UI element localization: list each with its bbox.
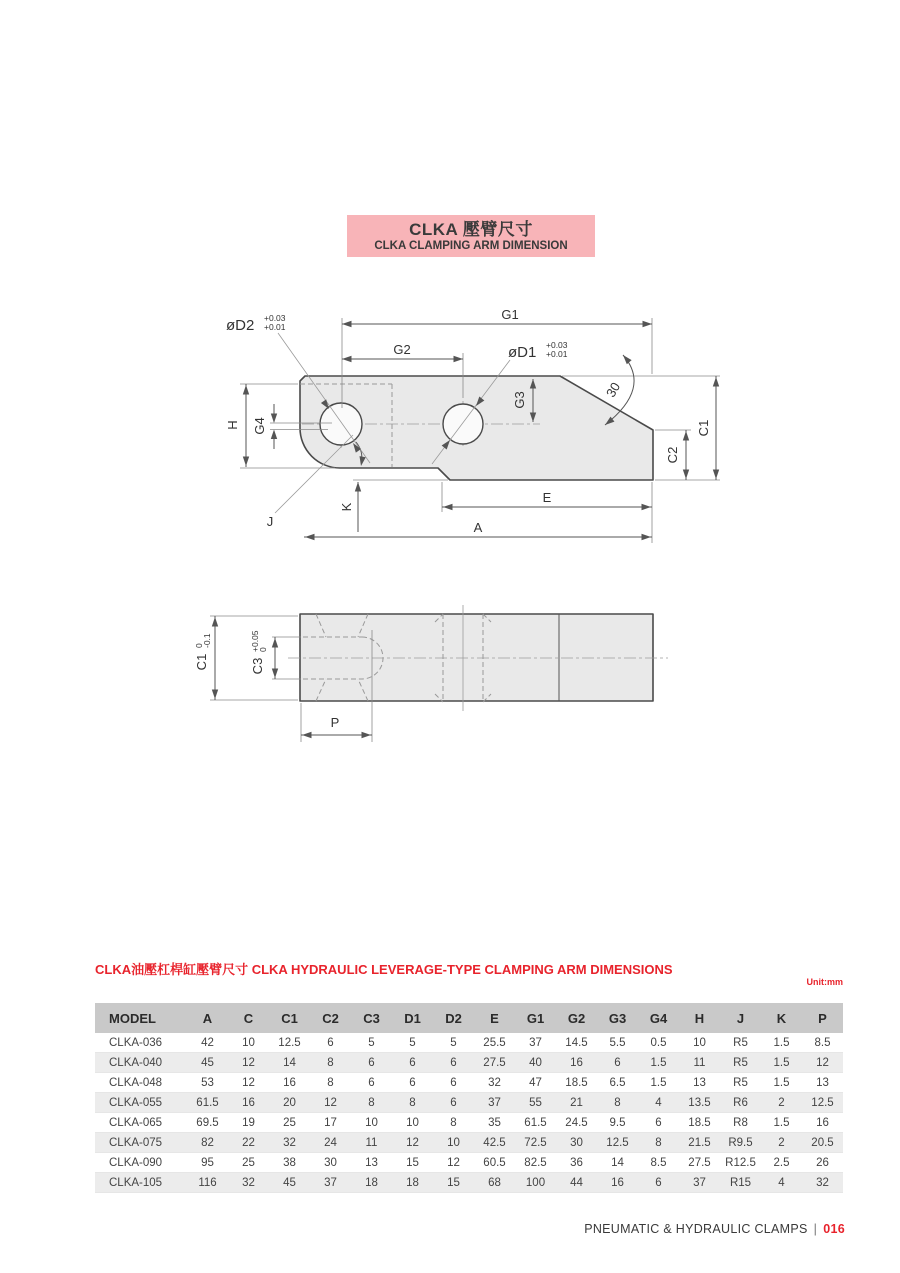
value-cell: 6 (597, 1053, 638, 1073)
section-title-chinese: CLKA 壓臂尺寸 (409, 219, 533, 239)
footer-separator: | (813, 1222, 818, 1236)
value-cell: 12.5 (597, 1133, 638, 1153)
value-cell: 2.5 (761, 1153, 802, 1173)
dim-e (442, 490, 652, 510)
page-number: 016 (823, 1222, 845, 1236)
value-cell: 18.5 (556, 1073, 597, 1093)
value-cell: 32 (228, 1173, 269, 1193)
value-cell: 6 (392, 1073, 433, 1093)
dim-p (301, 715, 372, 738)
value-cell: R6 (720, 1093, 761, 1113)
value-cell: R5 (720, 1073, 761, 1093)
value-cell: 45 (187, 1053, 228, 1073)
table-row (95, 1073, 843, 1093)
section-title-english: CLKA CLAMPING ARM DIMENSION (374, 239, 568, 252)
column-header-a: A (187, 1003, 228, 1033)
page-footer (95, 1222, 845, 1236)
column-header-e: E (474, 1003, 515, 1033)
column-header-p: P (802, 1003, 843, 1033)
value-cell: 12 (228, 1073, 269, 1093)
value-cell: 37 (474, 1093, 515, 1113)
value-cell: 6 (638, 1173, 679, 1193)
value-cell: 18.5 (679, 1113, 720, 1133)
section-title-box (347, 215, 595, 257)
footer-text: PNEUMATIC & HYDRAULIC CLAMPS (584, 1222, 808, 1236)
value-cell: 69.5 (187, 1113, 228, 1133)
table-title: CLKA油壓杠桿缸壓臂尺寸 CLKA HYDRAULIC LEVERAGE-TYPE CLAMPING ARM DIMENSIONS (95, 962, 673, 977)
dim-label-j: J (266, 514, 274, 529)
model-cell: CLKA-048 (95, 1073, 187, 1093)
value-cell: 30 (556, 1133, 597, 1153)
table-row (95, 1133, 843, 1153)
value-cell: 8.5 (802, 1033, 843, 1053)
value-cell: 25.5 (474, 1033, 515, 1053)
model-cell: CLKA-055 (95, 1093, 187, 1113)
value-cell: 37 (515, 1033, 556, 1053)
value-cell: 61.5 (187, 1093, 228, 1113)
value-cell: 16 (597, 1173, 638, 1193)
value-cell: 21.5 (679, 1133, 720, 1153)
value-cell: 14.5 (556, 1033, 597, 1053)
value-cell: 16 (556, 1053, 597, 1073)
technical-drawing (180, 300, 740, 770)
value-cell: 45 (269, 1173, 310, 1193)
value-cell: 24.5 (556, 1113, 597, 1133)
value-cell: 32 (802, 1173, 843, 1193)
value-cell: 8 (392, 1093, 433, 1113)
column-header-c1: C1 (269, 1003, 310, 1033)
column-header-k: K (761, 1003, 802, 1033)
value-cell: 12.5 (802, 1093, 843, 1113)
table-header-row (95, 1003, 843, 1033)
value-cell: 8 (310, 1053, 351, 1073)
value-cell: 16 (269, 1073, 310, 1093)
value-cell: 36 (556, 1153, 597, 1173)
value-cell: 95 (187, 1153, 228, 1173)
value-cell: 8 (597, 1093, 638, 1113)
value-cell: 14 (597, 1153, 638, 1173)
value-cell: 40 (515, 1053, 556, 1073)
value-cell: 37 (310, 1173, 351, 1193)
value-cell: 12.5 (269, 1033, 310, 1053)
value-cell: 6 (310, 1033, 351, 1053)
value-cell: 2 (761, 1093, 802, 1113)
dim-label-e: E (542, 490, 552, 505)
value-cell: 6 (433, 1093, 474, 1113)
value-cell: 11 (351, 1133, 392, 1153)
model-cell: CLKA-090 (95, 1153, 187, 1173)
value-cell: 10 (392, 1113, 433, 1133)
value-cell: R15 (720, 1173, 761, 1193)
table-row (95, 1113, 843, 1133)
value-cell: 44 (556, 1173, 597, 1193)
value-cell: 82 (187, 1133, 228, 1153)
dim-label-g1: G1 (501, 307, 519, 322)
column-header-g4: G4 (638, 1003, 679, 1033)
value-cell: 100 (515, 1173, 556, 1193)
plan-view (225, 307, 720, 543)
value-cell: 21 (556, 1093, 597, 1113)
value-cell: 9.5 (597, 1113, 638, 1133)
value-cell: 30 (310, 1153, 351, 1173)
value-cell: 27.5 (474, 1053, 515, 1073)
value-cell: R8 (720, 1113, 761, 1133)
column-header-c3: C3 (351, 1003, 392, 1033)
unit-label: Unit:mm (806, 977, 843, 987)
value-cell: 1.5 (761, 1053, 802, 1073)
value-cell: 1.5 (761, 1073, 802, 1093)
value-cell: 10 (433, 1133, 474, 1153)
dim-c2 (665, 430, 689, 480)
dim-label-side-c1: C1 (194, 653, 209, 671)
dim-label-h: H (225, 420, 240, 430)
dim-label-c3-tol-bot: 0 (258, 647, 268, 652)
dim-label-c3: C3 (250, 657, 265, 675)
dim-label-g4: G4 (252, 417, 267, 435)
value-cell: 1.5 (761, 1113, 802, 1133)
value-cell: 8 (433, 1113, 474, 1133)
model-cell: CLKA-105 (95, 1173, 187, 1193)
table-row (95, 1053, 843, 1073)
dim-label-g2: G2 (393, 342, 411, 357)
table-row (95, 1033, 843, 1053)
dim-side-c1 (194, 616, 218, 700)
column-header-j: J (720, 1003, 761, 1033)
value-cell: 20.5 (802, 1133, 843, 1153)
value-cell: 5 (433, 1033, 474, 1053)
dim-label-d2-tol-top: +0.03 (264, 313, 286, 323)
dimensions-table (95, 1003, 843, 1193)
value-cell: 24 (310, 1133, 351, 1153)
value-cell: 38 (269, 1153, 310, 1173)
value-cell: 16 (802, 1113, 843, 1133)
value-cell: 14 (269, 1053, 310, 1073)
value-cell: 15 (433, 1173, 474, 1193)
value-cell: 10 (228, 1033, 269, 1053)
dim-label-side-c1-tol-top: 0 (194, 643, 204, 648)
value-cell: 6 (392, 1053, 433, 1073)
value-cell: R12.5 (720, 1153, 761, 1173)
value-cell: 16 (228, 1093, 269, 1113)
dim-label-d2: øD2 (226, 317, 255, 334)
column-header-model: MODEL (95, 1003, 187, 1033)
value-cell: 61.5 (515, 1113, 556, 1133)
value-cell: R5 (720, 1053, 761, 1073)
value-cell: 82.5 (515, 1153, 556, 1173)
dim-label-d1-tol-top: +0.03 (546, 340, 568, 350)
side-view (194, 605, 668, 742)
column-header-h: H (679, 1003, 720, 1033)
table-row (95, 1173, 843, 1193)
value-cell: R9.5 (720, 1133, 761, 1153)
value-cell: R5 (720, 1033, 761, 1053)
value-cell: 13.5 (679, 1093, 720, 1113)
dim-a (304, 520, 652, 540)
dim-label-d1-tol-bot: +0.01 (546, 349, 568, 359)
value-cell: 1.5 (761, 1033, 802, 1053)
value-cell: 32 (269, 1133, 310, 1153)
dim-label-c1: C1 (696, 419, 711, 437)
column-header-c2: C2 (310, 1003, 351, 1033)
dim-g2 (342, 342, 463, 362)
model-cell: CLKA-075 (95, 1133, 187, 1153)
value-cell: 20 (269, 1093, 310, 1113)
value-cell: 22 (228, 1133, 269, 1153)
value-cell: 12 (310, 1093, 351, 1113)
value-cell: 8.5 (638, 1153, 679, 1173)
value-cell: 32 (474, 1073, 515, 1093)
dim-label-a: A (473, 520, 483, 535)
dim-label-d1: øD1 (508, 344, 537, 361)
model-cell: CLKA-036 (95, 1033, 187, 1053)
value-cell: 18 (392, 1173, 433, 1193)
value-cell: 42 (187, 1033, 228, 1053)
value-cell: 5.5 (597, 1033, 638, 1053)
value-cell: 0.5 (638, 1033, 679, 1053)
column-header-g2: G2 (556, 1003, 597, 1033)
dim-g1 (342, 307, 652, 327)
value-cell: 6 (433, 1053, 474, 1073)
value-cell: 60.5 (474, 1153, 515, 1173)
column-header-g3: G3 (597, 1003, 638, 1033)
table-row (95, 1093, 843, 1113)
value-cell: 6 (638, 1113, 679, 1133)
value-cell: 42.5 (474, 1133, 515, 1153)
value-cell: 13 (802, 1073, 843, 1093)
column-header-d1: D1 (392, 1003, 433, 1033)
dim-label-side-c1-tol-bot: -0.1 (202, 633, 212, 648)
value-cell: 6.5 (597, 1073, 638, 1093)
column-header-d2: D2 (433, 1003, 474, 1033)
dim-label-g3: G3 (512, 391, 527, 409)
value-cell: 1.5 (638, 1053, 679, 1073)
table-row (95, 1153, 843, 1173)
value-cell: 4 (638, 1093, 679, 1113)
side-view-outline (300, 614, 653, 701)
value-cell: 68 (474, 1173, 515, 1193)
value-cell: 8 (638, 1133, 679, 1153)
value-cell: 116 (187, 1173, 228, 1193)
dim-c3 (250, 630, 278, 679)
model-cell: CLKA-065 (95, 1113, 187, 1133)
value-cell: 5 (392, 1033, 433, 1053)
value-cell: 12 (802, 1053, 843, 1073)
value-cell: 10 (351, 1113, 392, 1133)
value-cell: 47 (515, 1073, 556, 1093)
value-cell: 15 (392, 1153, 433, 1173)
value-cell: 6 (351, 1053, 392, 1073)
dim-c1 (696, 376, 719, 480)
value-cell: 1.5 (638, 1073, 679, 1093)
value-cell: 55 (515, 1093, 556, 1113)
dim-label-p: P (330, 715, 340, 730)
value-cell: 12 (228, 1053, 269, 1073)
value-cell: 12 (392, 1133, 433, 1153)
value-cell: 6 (433, 1073, 474, 1093)
hole-d1 (443, 404, 483, 444)
value-cell: 72.5 (515, 1133, 556, 1153)
dim-label-c3-tol-top: +0.05 (250, 630, 260, 652)
value-cell: 6 (351, 1073, 392, 1093)
value-cell: 8 (351, 1093, 392, 1113)
value-cell: 13 (351, 1153, 392, 1173)
value-cell: 8 (310, 1073, 351, 1093)
value-cell: 18 (351, 1173, 392, 1193)
dim-k (339, 482, 361, 532)
value-cell: 35 (474, 1113, 515, 1133)
dim-label-d2-tol-bot: +0.01 (264, 322, 286, 332)
value-cell: 25 (228, 1153, 269, 1173)
value-cell: 10 (679, 1033, 720, 1053)
column-header-g1: G1 (515, 1003, 556, 1033)
hole-d2 (320, 403, 362, 445)
value-cell: 11 (679, 1053, 720, 1073)
value-cell: 13 (679, 1073, 720, 1093)
value-cell: 27.5 (679, 1153, 720, 1173)
value-cell: 37 (679, 1173, 720, 1193)
model-cell: CLKA-040 (95, 1053, 187, 1073)
value-cell: 4 (761, 1173, 802, 1193)
column-header-c: C (228, 1003, 269, 1033)
value-cell: 12 (433, 1153, 474, 1173)
dim-label-k: K (339, 502, 354, 512)
value-cell: 17 (310, 1113, 351, 1133)
value-cell: 26 (802, 1153, 843, 1173)
value-cell: 25 (269, 1113, 310, 1133)
dim-label-c2: C2 (665, 446, 680, 464)
value-cell: 53 (187, 1073, 228, 1093)
value-cell: 19 (228, 1113, 269, 1133)
dim-g4 (252, 404, 277, 449)
value-cell: 2 (761, 1133, 802, 1153)
dim-h (225, 384, 249, 467)
value-cell: 5 (351, 1033, 392, 1053)
dim-label-angle: 30 (602, 379, 624, 400)
